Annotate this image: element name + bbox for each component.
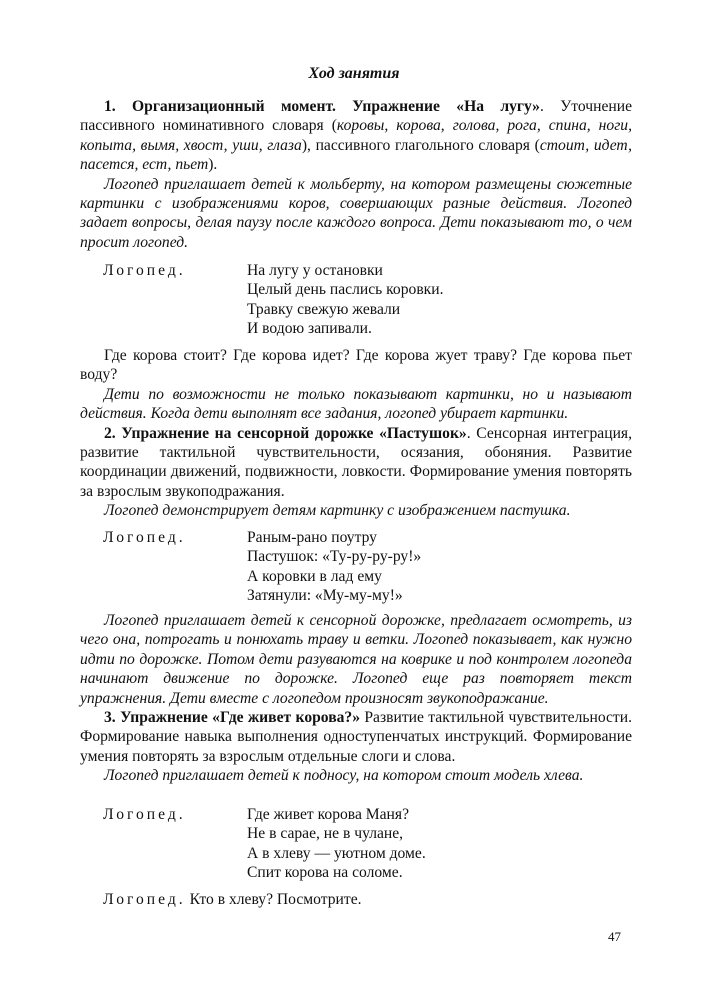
section-1-intro: 1. Организационный момент. Упражнение «На лугу». Уточнение пассивного номинативного словаря (коровы, корова, голова, рога, спина, ноги, копыта, вымя, хвост, уши, глаза), пассивного глагольного словаря (стоит, идет, пасется, ест, пьет). — [80, 98, 633, 174]
poem-line: Где живет корова Маня? — [247, 806, 409, 823]
section-1-continued — [80, 346, 632, 521]
section-2-intro: 2. Упражнение на сенсорной дорожке «Пастушок». Сенсорная интеграция, развитие тактильной чувствительности, осязания, обоняния. Развитие координации движений, подвижности, ловкости. Формирование умения повторять за взрослым звукоподражания. — [80, 424, 632, 500]
poem-3-lines — [247, 805, 426, 883]
poem-line: Пастушок: «Ту-ру-ру-ру!» — [247, 548, 422, 566]
section-2-continued — [80, 611, 632, 786]
lesson-heading: Ход занятия — [308, 65, 400, 82]
section-3-intro: 3. Упражнение «Где живет корова?» Развитие тактильной чувствительности. Формирование навыка выполнения одноступенчатых инструкций. Формирование умения повторять за взрослым отдельные слоги и слова. — [80, 709, 632, 765]
poem-line: Спит корова на соломе. — [247, 864, 403, 882]
poem-line: Целый день паслись коровки. — [247, 281, 444, 299]
poem-1-speaker: Логопед. — [103, 262, 186, 279]
final-line — [103, 890, 362, 909]
section-1-title: 1. Организационный момент. Упражнение «На лугу» — [104, 98, 540, 115]
verbs-list: стоит, идет, пасется, ест, пьет — [80, 136, 632, 174]
note-1: Дети по возможности не только показывают картинки, но и называют действия. Когда дети выполнят все задания, логопед убирает картинки. — [80, 385, 632, 423]
poem-2-lines — [247, 528, 421, 606]
poem-line: А коровки в лад ему — [247, 567, 382, 585]
section-1 — [80, 97, 632, 252]
nouns-list: коровы, корова, голова, рога, спина, ноги, копыта, вымя, хвост, уши, глаза — [80, 117, 632, 154]
note-2: Логопед приглашает детей к сенсорной дорожке, предлагает осмотреть, из чего она, потрогать и понюхать траву и ветки. Логопед показывает, как нужно идти по дорожке. Потом дети разуваются на коврике и под контролем логопеда начинают движение по дорожке. Логопед еще раз повторяет текст упражнения. Дети вместе с логопедом произносят звукоподражание. — [80, 612, 632, 707]
section-3-instruction: Логопед приглашает детей к подносу, на котором стоит модель хлева. — [104, 767, 584, 785]
poem-line: На лугу у остановки — [247, 262, 383, 279]
poem-line: Затянули: «Му-му-му!» — [247, 587, 403, 605]
poem-line: И водою запивали. — [247, 320, 372, 338]
final-speaker: Логопед. — [103, 891, 186, 908]
poem-line: Раным-рано поутру — [247, 529, 377, 546]
poem-line: А в хлеву — уютном доме. — [247, 844, 426, 862]
poem-line: Не в сарае, не в чулане, — [247, 825, 404, 843]
final-text: Кто в хлеву? Посмотрите. — [185, 891, 362, 908]
section-1-instruction: Логопед приглашает детей к мольберту, на котором размещены сюжетные картинки с изображениями коров, совершающих разные действия. Логопед задает вопросы, делая паузу после каждого вопроса. Дети показывают то, о чем просит логопед. — [80, 175, 632, 251]
poem-line: Травку свежую жевали — [247, 300, 401, 318]
poem-1-lines — [247, 261, 444, 339]
poem-3-speaker: Логопед. — [103, 806, 186, 823]
section-2-instruction: Логопед демонстрирует детям картинку с изображением пастушка. — [104, 502, 571, 520]
section-2-title: 2. Упражнение на сенсорной дорожке «Пастушок» — [104, 424, 467, 442]
poem-2-speaker: Логопед. — [103, 529, 186, 546]
section-3-title: 3. Упражнение «Где живет корова?» — [104, 709, 361, 727]
page-number: 47 — [608, 929, 621, 944]
questions-text: Где корова стоит? Где корова идет? Где корова жует траву? Где корова пьет воду? — [80, 347, 632, 384]
